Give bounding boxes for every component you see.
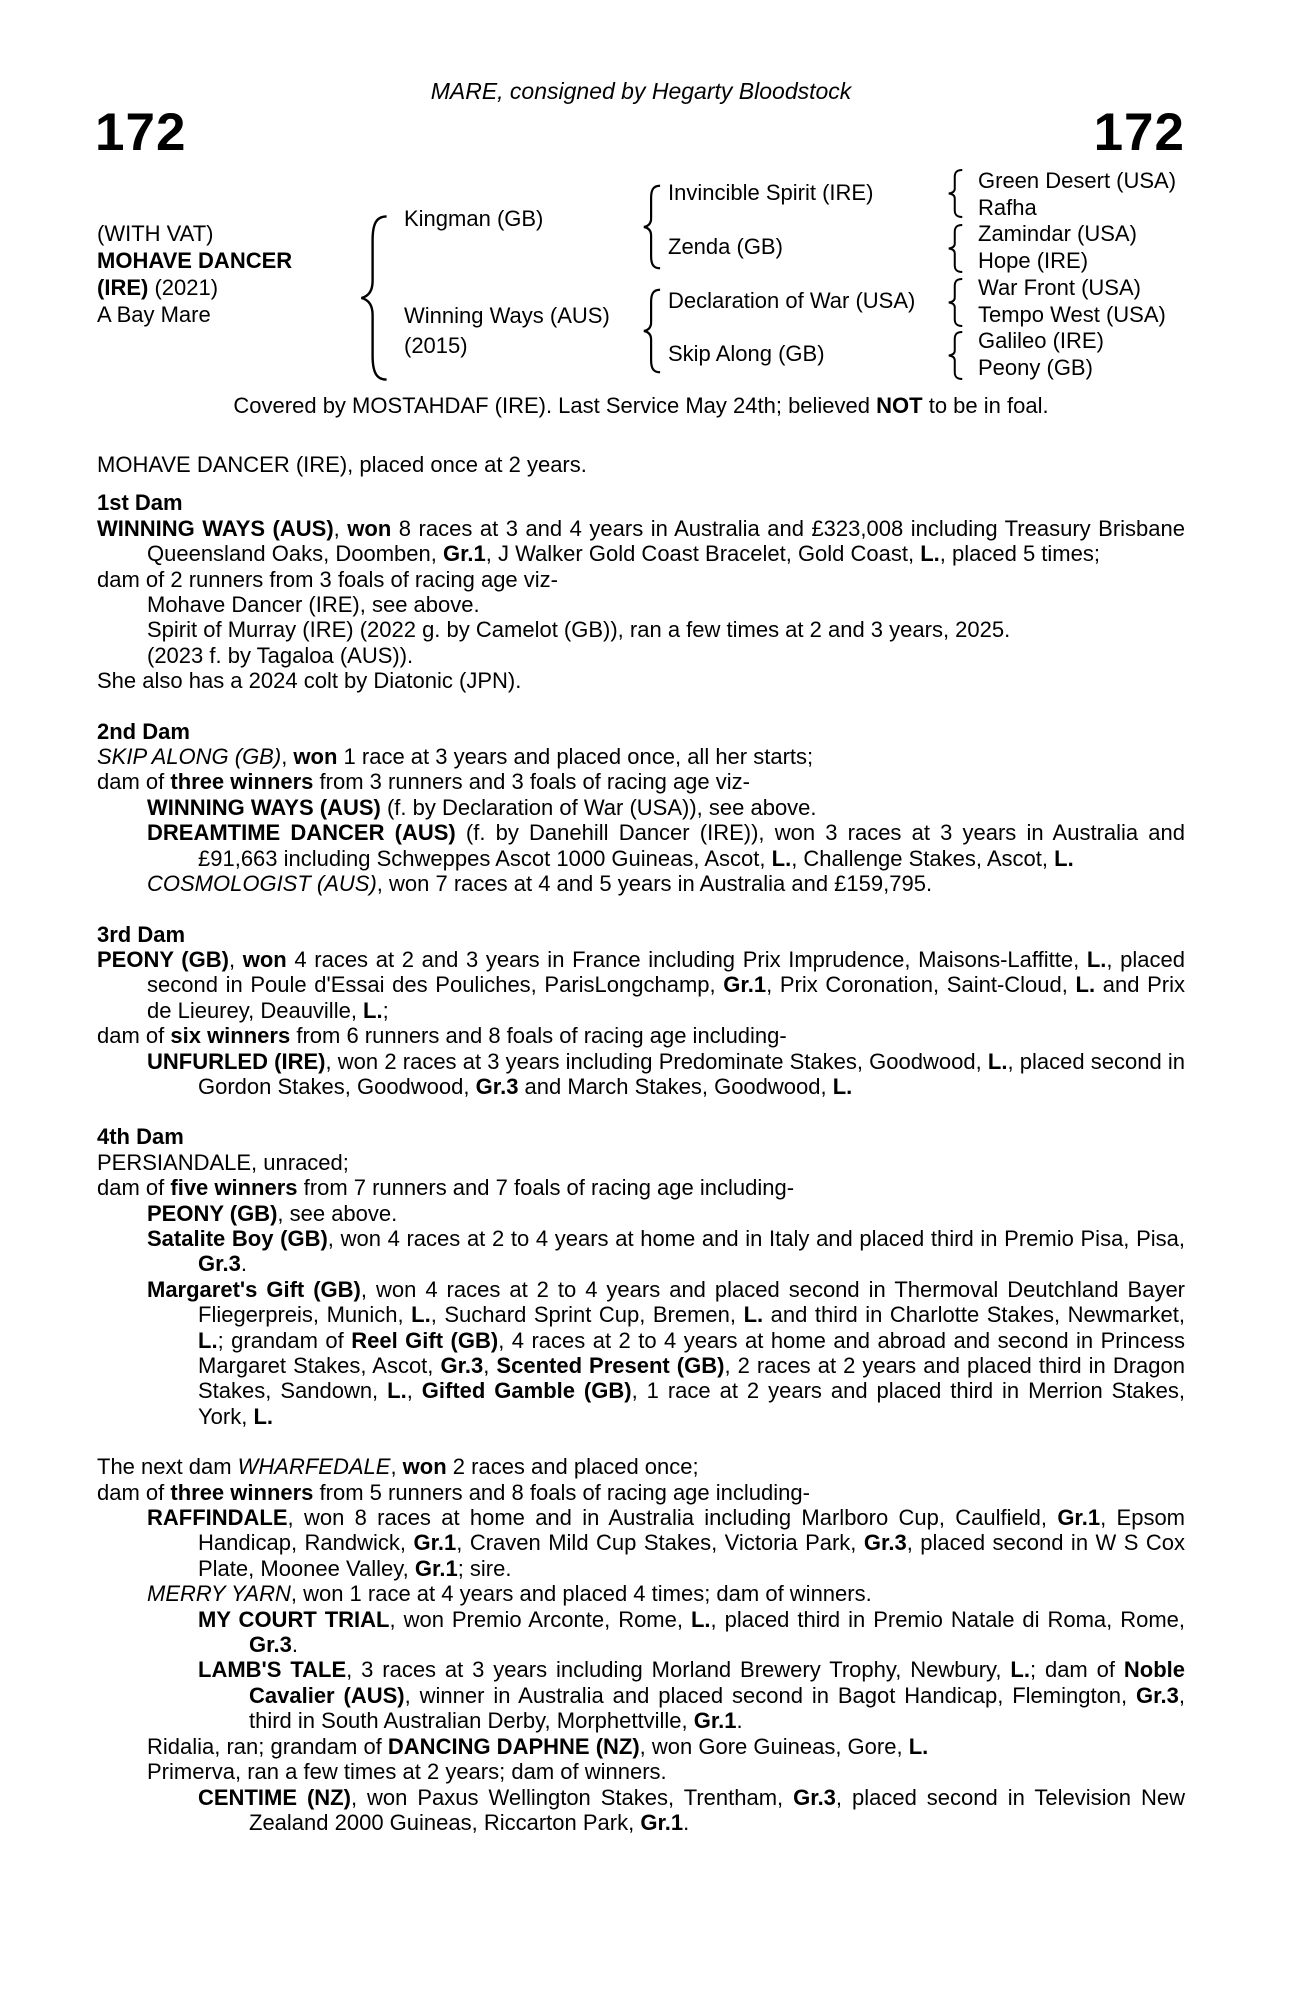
horse-description: A Bay Mare: [97, 301, 211, 327]
text-run: Spirit of Murray (IRE) (2022 g. by Camelot (GB)), ran a few times at 2 and 3 years, 2025.: [147, 617, 1011, 643]
text-run: Gr.1: [442, 541, 486, 567]
vat-note: (WITH VAT): [97, 221, 214, 246]
text-run: 4th Dam: [97, 1124, 184, 1150]
text-run: from 3 runners and 3 foals of racing age viz-: [313, 769, 750, 795]
text-run: 1st Dam: [97, 490, 183, 516]
text-run: Satalite Boy (GB): [147, 1225, 328, 1251]
lot-number-left: 172: [95, 103, 187, 162]
catalogue-paragraph: [97, 1759, 1185, 1784]
text-run: , 1 race at 2 years and placed third in Merrion Stakes, York,: [198, 1378, 1186, 1429]
text-run: , won Paxus Wellington Stakes, Trentham,: [350, 1784, 794, 1810]
catalogue-paragraph: [97, 1150, 1185, 1175]
text-run: and third in Charlotte Stakes, Newmarket,: [763, 1302, 1185, 1328]
text-run: MY COURT TRIAL: [198, 1606, 390, 1632]
brace-icon: [643, 288, 661, 374]
dam-heading: [97, 719, 1185, 744]
text-run: L.: [987, 1048, 1008, 1074]
text-run: dam of 2 runners from 3 foals of racing age viz-: [97, 566, 558, 592]
dam-heading: [97, 1124, 1185, 1149]
sire-name: Kingman (GB): [404, 206, 544, 231]
lot-number-right: 172: [1093, 103, 1185, 162]
text-run: PEONY (GB): [147, 1200, 278, 1226]
text-run: The next dam: [97, 1454, 238, 1480]
text-run: L.: [1054, 845, 1074, 871]
text-run: Gr.1: [413, 1530, 457, 1556]
text-run: DANCING DAPHNE (NZ): [387, 1733, 640, 1759]
dam-heading: [97, 922, 1185, 947]
text-run: , won 1 race at 4 years and placed 4 times; dam of winners.: [290, 1581, 872, 1607]
text-run: , 2 races at 2 years and placed third in Dragon Stakes, Sandown,: [198, 1353, 1185, 1404]
text-run: CENTIME (NZ): [198, 1784, 351, 1810]
text-run: , won 2 races at 3 years including Predominate Stakes, Goodwood,: [325, 1048, 988, 1074]
catalogue-body: [97, 452, 1185, 1835]
text-run: , won Premio Arconte, Rome,: [389, 1606, 691, 1632]
text-run: L.: [198, 1327, 218, 1353]
text-run: (f. by Declaration of War (USA)), see above.: [380, 794, 817, 820]
catalogue-paragraph: [97, 1201, 1185, 1226]
text-run: 8 races at 3 and 4 years in Australia and £323,008 including Treasury Brisbane Queensland Oaks, Doomben,: [147, 515, 1185, 567]
text-run: UNFURLED (IRE): [147, 1048, 326, 1074]
catalogue-paragraph: [97, 871, 1185, 896]
text-run: L.: [832, 1073, 853, 1099]
text-run: Gr.1: [640, 1809, 684, 1835]
text-run: Gr.3: [793, 1784, 836, 1810]
brace-icon: [643, 184, 661, 270]
text-run: , winner in Australia and placed second in Bagot Handicap, Flemington,: [404, 1682, 1137, 1708]
text-run: , placed third in Premio Natale di Roma, Rome,: [710, 1606, 1186, 1632]
text-run: Gr.3: [440, 1353, 484, 1378]
catalogue-paragraph: [97, 1581, 1185, 1606]
text-run: Gr.1: [723, 972, 767, 998]
text-run: , Suchard Sprint Cup, Bremen,: [430, 1302, 744, 1328]
text-run: .: [291, 1632, 298, 1658]
gen2-name: Invincible Spirit (IRE): [668, 180, 874, 205]
catalogue-paragraph: [97, 1454, 1185, 1479]
text-run: won: [293, 744, 338, 770]
text-run: Gr.3: [198, 1251, 241, 1277]
text-run: L.: [1086, 946, 1107, 972]
text-run: Gr.3: [1136, 1682, 1179, 1708]
text-run: Gifted Gamble (GB): [421, 1378, 632, 1404]
text-run: L.: [908, 1733, 929, 1759]
catalogue-paragraph: [97, 452, 1185, 477]
text-run: , Challenge Stakes, Ascot,: [791, 845, 1055, 871]
text-run: ,: [333, 515, 348, 541]
text-run: Gr.3: [863, 1530, 907, 1556]
catalogue-paragraph: [97, 795, 1185, 820]
text-run: ; grandam of: [217, 1327, 352, 1353]
gen3-name: War Front (USA): [978, 274, 1141, 300]
brace-icon: [948, 224, 963, 273]
text-run: , placed second in Gordon Stakes, Goodwood,: [198, 1048, 1185, 1099]
text-run: , see above.: [277, 1200, 398, 1226]
text-run: , won 4 races at 2 to 4 years at home and in Italy and placed third in Premio Pisa, Pisa,: [327, 1225, 1185, 1251]
horse-foaled-year: (2021): [154, 274, 219, 300]
text-run: 2 races and placed once;: [446, 1454, 699, 1480]
text-run: MOHAVE DANCER (IRE), placed once at 2 years.: [97, 452, 587, 477]
catalogue-paragraph: [97, 1480, 1185, 1505]
text-run: COSMOLOGIST (AUS): [147, 871, 377, 897]
text-run: Ridalia, ran; grandam of: [147, 1733, 388, 1759]
text-run: , placed second in Poule d'Essai des Pouliches, ParisLongchamp,: [147, 946, 1186, 998]
text-run: L.: [1075, 972, 1096, 998]
catalogue-paragraph: [97, 1607, 1185, 1658]
text-run: L.: [363, 997, 383, 1023]
text-run: dam of: [97, 769, 171, 795]
text-run: , Craven Mild Cup Stakes, Victoria Park,: [456, 1530, 864, 1556]
lot-details: [97, 221, 367, 329]
text-run: Gr.3: [249, 1632, 292, 1658]
text-run: , Prix Coronation, Saint-Cloud,: [766, 972, 1076, 998]
catalogue-paragraph: [97, 1175, 1185, 1200]
text-run: (2023 f. by Tagaloa (AUS)).: [147, 642, 414, 668]
text-run: won: [347, 515, 392, 541]
text-run: NOT: [876, 393, 923, 418]
text-run: She also has a 2024 colt by Diatonic (JPN).: [97, 668, 522, 694]
text-run: dam of: [97, 1175, 171, 1201]
text-run: PERSIANDALE, unraced;: [97, 1149, 349, 1175]
text-run: Margaret's Gift (GB): [147, 1276, 361, 1302]
text-run: WHARFEDALE: [237, 1454, 391, 1480]
text-run: , 3 races at 3 years including Morland Brewery Trophy, Newbury,: [346, 1657, 1011, 1683]
gen2-name: Skip Along (GB): [668, 341, 825, 366]
catalogue-paragraph: [97, 744, 1185, 769]
catalogue-paragraph: [97, 1785, 1185, 1836]
brace-icon: [948, 331, 963, 380]
brace-icon: [948, 278, 963, 327]
text-run: , 4 races at 2 to 4 years at home and abroad and second in Princess Margaret Stakes, Ascot,: [198, 1327, 1185, 1378]
text-run: WINNING WAYS (AUS): [97, 515, 334, 541]
text-run: L.: [253, 1403, 274, 1429]
text-run: six winners: [170, 1023, 291, 1049]
text-run: 1 race at 3 years and placed once, all her starts;: [337, 744, 814, 770]
text-run: ; dam of: [1029, 1657, 1124, 1683]
text-run: dam of: [97, 1023, 171, 1049]
text-run: won: [402, 1454, 447, 1480]
text-run: , won 7 races at 4 and 5 years in Australia and £159,795.: [376, 871, 933, 897]
catalogue-paragraph: [97, 567, 1185, 592]
catalogue-paragraph: [97, 617, 1185, 642]
text-run: ,: [406, 1378, 422, 1404]
text-run: ,: [483, 1353, 497, 1378]
catalogue-paragraph: [97, 769, 1185, 794]
text-run: PEONY (GB): [97, 946, 229, 972]
catalogue-paragraph: [97, 1023, 1185, 1048]
dam-name-block: [404, 301, 610, 361]
text-run: ;: [382, 997, 389, 1023]
catalogue-paragraph: [97, 1734, 1185, 1759]
text-run: , J Walker Gold Coast Bracelet, Gold Coast,: [485, 541, 921, 567]
catalogue-paragraph: [97, 820, 1185, 871]
text-run: and March Stakes, Goodwood,: [518, 1073, 833, 1099]
gen3-name: Green Desert (USA): [978, 168, 1177, 193]
text-run: 4 races at 2 and 3 years in France including Prix Imprudence, Maisons-Laffitte,: [286, 946, 1087, 972]
text-run: , won 4 races at 2 to 4 years and placed second in Thermoval Deutchland Bayer Fliegerpreis, Munich,: [198, 1276, 1186, 1328]
gen3-name: Tempo West (USA): [978, 301, 1166, 327]
text-run: , won 8 races at home and in Australia including Marlboro Cup, Caulfield,: [287, 1505, 1058, 1531]
text-run: 2nd Dam: [97, 718, 190, 744]
catalogue-paragraph: [97, 1505, 1185, 1581]
text-run: .: [736, 1708, 743, 1734]
text-run: three winners: [170, 1479, 314, 1505]
brace-icon: [360, 213, 388, 383]
text-run: won: [242, 946, 287, 972]
text-run: .: [683, 1809, 690, 1835]
horse-name: MOHAVE DANCER: [97, 247, 293, 273]
dam-year: (2015): [404, 333, 468, 358]
dam-name: Winning Ways (AUS): [404, 303, 610, 328]
text-run: , placed 5 times;: [939, 541, 1100, 567]
text-run: five winners: [170, 1175, 298, 1201]
text-run: from 7 runners and 7 foals of racing age including-: [297, 1175, 795, 1201]
text-run: Covered by MOSTAHDAF (IRE). Last Service May 24th; believed: [233, 393, 877, 418]
text-run: 3rd Dam: [97, 921, 186, 947]
text-run: , placed second in Television New Zealand 2000 Guineas, Riccarton Park,: [249, 1784, 1185, 1835]
text-run: Gr.1: [414, 1555, 458, 1581]
text-run: L.: [1010, 1657, 1030, 1683]
catalogue-paragraph: [97, 1226, 1185, 1277]
consignor-line: MARE, consigned by Hegarty Bloodstock: [430, 78, 852, 104]
gen3-name: Hope (IRE): [978, 248, 1089, 274]
gen2-name: Declaration of War (USA): [668, 288, 916, 313]
gen3-name: Zamindar (USA): [978, 221, 1137, 247]
text-run: L.: [690, 1606, 711, 1632]
text-run: ,: [281, 744, 294, 770]
text-run: (f. by Danehill Dancer (IRE)), won 3 races at 3 years in Australia and £91,663 including Schweppes Ascot 1000 Guineas, Ascot,: [198, 820, 1186, 871]
text-run: Reel Gift (GB): [351, 1327, 499, 1353]
text-run: L.: [771, 845, 792, 871]
text-run: Gr.1: [693, 1708, 737, 1734]
text-run: three winners: [170, 769, 314, 795]
text-run: Primerva, ran a few times at 2 years; dam of winners.: [147, 1759, 667, 1785]
catalogue-paragraph: [97, 1277, 1185, 1429]
text-run: L.: [387, 1378, 407, 1404]
text-run: SKIP ALONG (GB): [97, 744, 282, 770]
dam-heading: [97, 490, 1185, 515]
catalogue-paragraph: [97, 1049, 1185, 1100]
text-run: RAFFINDALE: [147, 1505, 288, 1531]
text-run: WINNING WAYS (AUS): [147, 794, 381, 820]
covered-statement: [97, 393, 1185, 418]
text-run: from 5 runners and 8 foals of racing age including-: [313, 1479, 810, 1505]
gen2-name: Zenda (GB): [668, 234, 783, 259]
catalogue-paragraph: [97, 947, 1185, 1023]
text-run: to be in foal.: [922, 393, 1049, 418]
catalogue-paragraph: [97, 643, 1185, 668]
horse-country-suffix: (IRE): [97, 274, 149, 300]
text-run: LAMB'S TALE: [198, 1657, 347, 1683]
gen3-name: Galileo (IRE): [978, 328, 1104, 354]
text-run: , placed second in W S Cox Plate, Moonee Valley,: [198, 1530, 1185, 1581]
text-run: Scented Present (GB): [496, 1353, 725, 1378]
gen3-column: [978, 168, 1176, 382]
text-run: , Epsom Handicap, Randwick,: [198, 1505, 1186, 1556]
text-run: and Prix de Lieurey, Deauville,: [147, 972, 1185, 1023]
gen3-name: Rafha: [978, 194, 1037, 220]
horse-suffix-year: [97, 275, 367, 302]
text-run: MERRY YARN: [147, 1581, 291, 1607]
text-run: L.: [743, 1302, 764, 1328]
text-run: L.: [411, 1302, 431, 1328]
brace-icon: [948, 169, 963, 218]
text-run: Gr.3: [475, 1073, 519, 1099]
text-run: ,: [228, 946, 243, 972]
text-run: from 6 runners and 8 foals of racing age including-: [290, 1023, 787, 1049]
catalogue-paragraph: [97, 668, 1185, 693]
text-run: dam of: [97, 1479, 171, 1505]
text-run: Gr.1: [1057, 1505, 1101, 1531]
text-run: ,: [390, 1454, 403, 1480]
pedigree-chart: [0, 0, 1315, 420]
text-run: L.: [920, 541, 940, 567]
catalogue-paragraph: [97, 592, 1185, 617]
text-run: Mohave Dancer (IRE), see above.: [147, 592, 480, 618]
text-run: , third in South Australian Derby, Morphettville,: [249, 1682, 1185, 1734]
text-run: DREAMTIME DANCER (AUS): [147, 820, 456, 846]
text-run: Noble Cavalier (AUS): [249, 1657, 1185, 1708]
text-run: ; sire.: [457, 1555, 512, 1581]
text-run: .: [240, 1251, 247, 1277]
gen3-name: Peony (GB): [978, 354, 1093, 380]
text-run: , won Gore Guineas, Gore,: [639, 1733, 909, 1759]
catalogue-paragraph: [97, 516, 1185, 567]
catalogue-paragraph: [97, 1657, 1185, 1733]
